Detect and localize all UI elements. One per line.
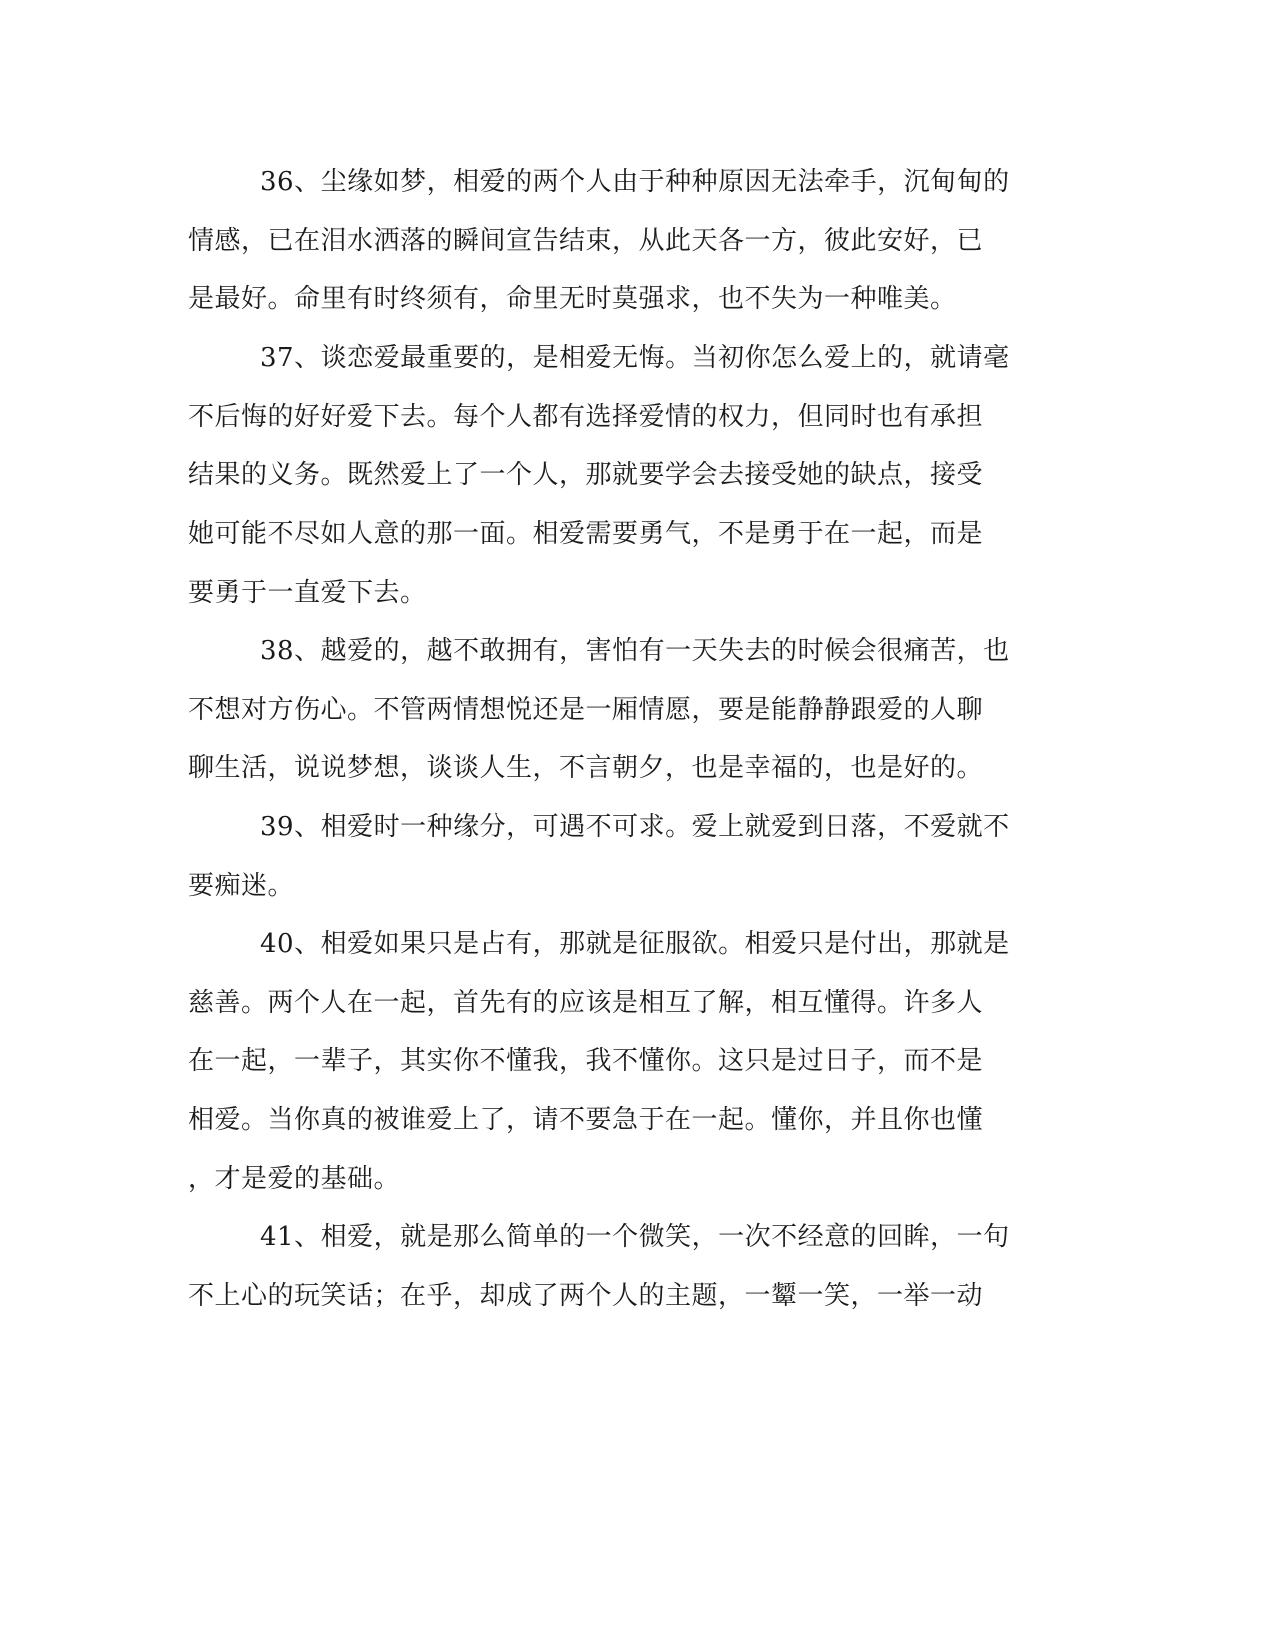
paragraph-40-line-1: 40、相爱如果只是占有，那就是征服欲。相爱只是付出，那就是 xyxy=(260,929,1010,959)
paragraph-39-line-2: 要痴迷。 xyxy=(188,871,295,901)
paragraph-37-line-1: 37、谈恋爱最重要的，是相爱无悔。当初你怎么爱上的，就请毫 xyxy=(260,343,1010,373)
paragraph-36-line-3: 是最好。命里有时终须有，命里无时莫强求，也不失为一种唯美。 xyxy=(188,284,957,314)
paragraph-39-line-1: 39、相爱时一种缘分，可遇不可求。爱上就爱到日落，不爱就不 xyxy=(260,812,1010,842)
paragraph-41-line-1: 41、相爱，就是那么简单的一个微笑，一次不经意的回眸，一句 xyxy=(260,1222,1010,1252)
paragraph-41-line-2: 不上心的玩笑话；在乎，却成了两个人的主题，一颦一笑，一举一动 xyxy=(188,1281,984,1311)
paragraph-40-line-4: 相爱。当你真的被谁爱上了，请不要急于在一起。懂你，并且你也懂 xyxy=(188,1105,984,1135)
paragraph-40-line-3: 在一起，一辈子，其实你不懂我，我不懂你。这只是过日子，而不是 xyxy=(188,1046,984,1076)
paragraph-36-line-2: 情感，已在泪水洒落的瞬间宣告结束，从此天各一方，彼此安好，已 xyxy=(188,226,984,256)
paragraph-37-line-3: 结果的义务。既然爱上了一个人，那就要学会去接受她的缺点，接受 xyxy=(188,460,984,490)
paragraph-37-line-2: 不后悔的好好爱下去。每个人都有选择爱情的权力，但同时也有承担 xyxy=(188,402,984,432)
paragraph-37-line-4: 她可能不尽如人意的那一面。相爱需要勇气，不是勇于在一起，而是 xyxy=(188,519,984,549)
paragraph-38-line-2: 不想对方伤心。不管两情想悦还是一厢情愿，要是能静静跟爱的人聊 xyxy=(188,695,984,725)
paragraph-38-line-1: 38、越爱的，越不敢拥有，害怕有一天失去的时候会很痛苦，也 xyxy=(260,636,1010,666)
paragraph-38-line-3: 聊生活，说说梦想，谈谈人生，不言朝夕，也是幸福的，也是好的。 xyxy=(188,753,984,783)
paragraph-36-line-1: 36、尘缘如梦，相爱的两个人由于种种原因无法牵手，沉甸甸的 xyxy=(260,167,1010,197)
paragraph-40-line-5: ，才是爱的基础。 xyxy=(188,1164,401,1194)
paragraph-40-line-2: 慈善。两个人在一起，首先有的应该是相互了解，相互懂得。许多人 xyxy=(188,988,984,1018)
paragraph-37-line-5: 要勇于一直爱下去。 xyxy=(188,578,427,608)
